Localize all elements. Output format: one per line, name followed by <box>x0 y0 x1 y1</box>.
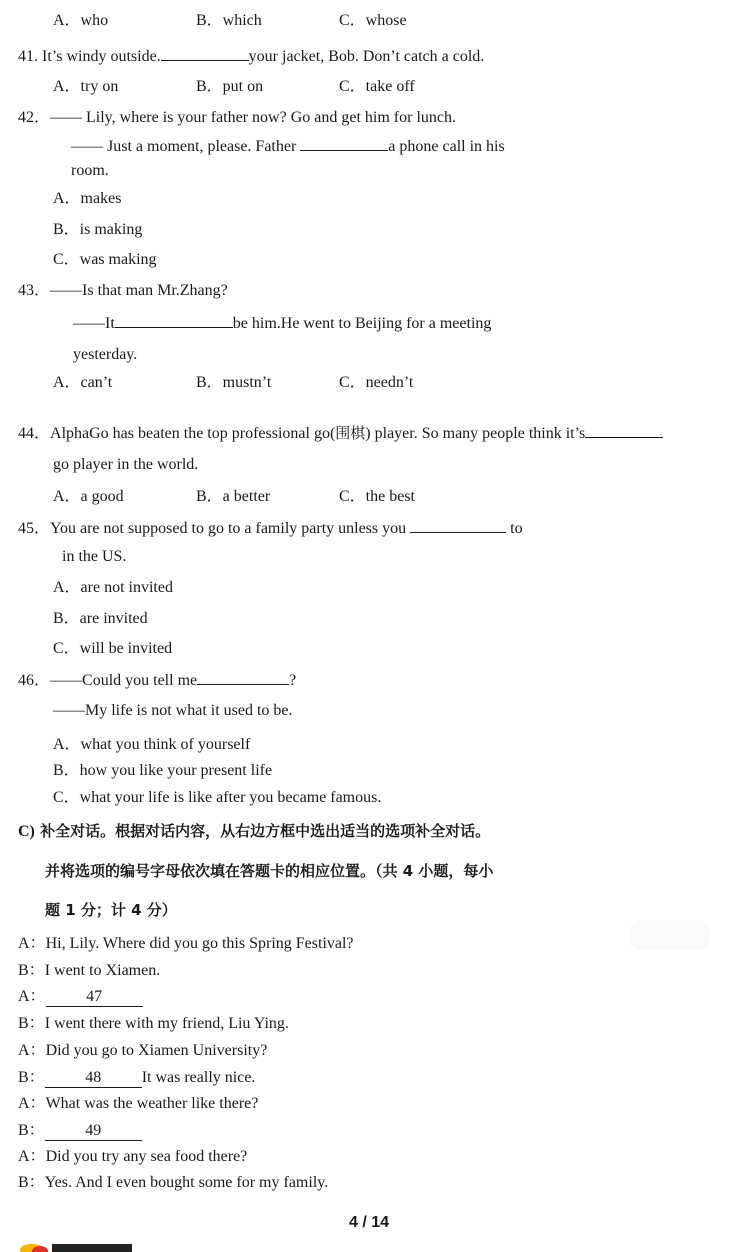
q41-option-b: B．put on <box>196 78 264 95</box>
q41-stem-post: your jacket, Bob. Don’t catch a cold. <box>248 48 485 65</box>
q44-number: 44． <box>18 425 51 442</box>
q43-option-c: C．needn’t <box>339 374 414 391</box>
page-number: 4 / 14 <box>348 1214 390 1231</box>
answer-blank-47: 47 <box>46 988 143 1007</box>
dialogue-speaker: B： <box>18 962 45 979</box>
dialogue-speaker: B： <box>18 1069 45 1086</box>
dialogue-line <box>18 934 354 954</box>
dialogue-speaker: B： <box>18 1122 45 1139</box>
q46-blank <box>197 669 289 685</box>
answer-blank-49: 49 <box>45 1122 142 1141</box>
dialogue-text: Yes. And I even bought some for my family. <box>44 1174 329 1191</box>
dialogue-text: I went there with my friend, Liu Ying. <box>44 1015 289 1032</box>
q45-number: 45． <box>18 520 51 537</box>
dialogue-speaker: B： <box>18 1174 45 1191</box>
q46-line1 <box>18 669 296 691</box>
dialogue-line <box>18 961 160 981</box>
q44-option-b: B．a better <box>196 488 271 505</box>
dialogue-line <box>18 1041 267 1061</box>
q45-option-c: C．will be invited <box>53 640 173 657</box>
q41-option-a: A．try on <box>53 78 119 95</box>
q43-dialog-1: ——Is that man Mr.Zhang? <box>50 282 228 299</box>
q40-option-a: A．who <box>53 12 109 29</box>
q43-option-a: A．can’t <box>53 374 113 391</box>
q43-dialog-2-post: be him.He went to Beijing for a meeting <box>232 315 492 332</box>
q43-line2 <box>73 312 491 334</box>
q41-number: 41. <box>18 48 38 65</box>
q42-option-c: C．was making <box>53 251 157 268</box>
answer-blank-48: 48 <box>45 1069 142 1088</box>
q46-option-c: C．what your life is like after you became famous. <box>53 789 382 806</box>
q40-option-c: C．whose <box>339 12 407 29</box>
q44-stem-cjk: 围棋 <box>335 424 366 442</box>
q46-option-a: A．what you think of yourself <box>53 736 251 753</box>
q46-number: 46． <box>18 672 51 689</box>
dialogue-line <box>18 987 143 1007</box>
q43-number: 43． <box>18 282 51 299</box>
q45-option-a: A．are not invited <box>53 579 173 596</box>
q41-stem-pre: It’s windy outside. <box>42 48 161 65</box>
q42-line2 <box>71 135 505 157</box>
q43-line3: yesterday. <box>73 346 138 363</box>
dialogue-line <box>18 1014 289 1034</box>
q40-option-b: B．which <box>196 12 262 29</box>
section-c-heading <box>18 821 490 842</box>
dialogue-text: Did you go to Xiamen University? <box>45 1042 268 1059</box>
q43-line1 <box>18 281 228 301</box>
dialogue-text: Did you try any sea food there? <box>45 1148 248 1165</box>
q43-dialog-2-pre: ——It <box>73 315 115 332</box>
dialogue-speaker: A： <box>18 988 46 1005</box>
dialogue-speaker: A： <box>18 1148 46 1165</box>
dialogue-text: I went to Xiamen. <box>44 962 161 979</box>
q44-stem-post: ) player. So many people think it’s <box>365 425 586 442</box>
q44-option-c: C．the best <box>339 488 415 505</box>
dialogue-text: What was the weather like there? <box>45 1095 259 1112</box>
q46-option-b: B．how you like your present life <box>53 762 273 779</box>
dialogue-speaker: A： <box>18 1095 46 1112</box>
dialogue-speaker: A： <box>18 1042 46 1059</box>
q42-dialog-2-pre: —— Just a moment, please. Father <box>71 138 297 155</box>
site-logo <box>18 1238 136 1252</box>
section-c-instruction-1: 补全对话。根据对话内容，从右边方框中选出适当的选项补全对话。 <box>40 822 491 840</box>
q42-dialog-1: —— Lily, where is your father now? Go and get him for lunch. <box>50 109 456 126</box>
q44-option-a: A．a good <box>53 488 124 505</box>
dialogue-speaker: A： <box>18 935 46 952</box>
q42-line3: room. <box>71 162 109 179</box>
dialogue-text: Hi, Lily. Where did you go this Spring Festival? <box>45 935 354 952</box>
q42-dialog-2-post: a phone call in his <box>388 138 505 155</box>
q44-stem-pre: AlphaGo has beaten the top professional go( <box>50 425 336 442</box>
dialogue-line <box>18 1121 142 1141</box>
q46-stem-pre: ——Could you tell me <box>50 672 198 689</box>
q44-line1 <box>18 422 663 444</box>
dialogue-line <box>18 1068 255 1088</box>
q45-line2: in the US. <box>62 548 127 565</box>
dialogue-line <box>18 1173 328 1193</box>
dialogue-text: It was really nice. <box>141 1069 256 1086</box>
q46-line2: ——My life is not what it used to be. <box>53 702 293 719</box>
q45-stem-pre: You are not supposed to go to a family party unless you <box>50 520 407 537</box>
q42-number: 42． <box>18 109 51 126</box>
q45-line1 <box>18 517 523 539</box>
section-c-instruction-2: 并将选项的编号字母依次填在答题卡的相应位置。（共 4 小题，每小 <box>45 862 494 880</box>
dialogue-line <box>18 1094 258 1114</box>
section-c-label: C) <box>18 823 35 840</box>
q44-line2: go player in the world. <box>53 456 199 473</box>
q44-blank <box>585 422 663 438</box>
section-c-instruction-3: 题 1 分；计 4 分） <box>45 901 177 919</box>
q42-option-a: A．makes <box>53 190 122 207</box>
q42-line1 <box>18 108 456 128</box>
q46-stem-post: ? <box>289 672 297 689</box>
q41-question <box>18 45 484 67</box>
q45-blank <box>410 517 506 533</box>
q43-blank <box>115 312 233 328</box>
q45-stem-post: to <box>510 520 523 537</box>
q43-option-b: B．mustn’t <box>196 374 272 391</box>
q41-blank <box>161 45 249 61</box>
q45-option-b: B．are invited <box>53 610 148 627</box>
dialogue-speaker: B： <box>18 1015 45 1032</box>
q42-option-b: B．is making <box>53 221 143 238</box>
watermark-smudge <box>630 920 710 950</box>
q41-option-c: C．take off <box>339 78 415 95</box>
dialogue-line <box>18 1147 247 1167</box>
q42-blank <box>300 135 388 151</box>
